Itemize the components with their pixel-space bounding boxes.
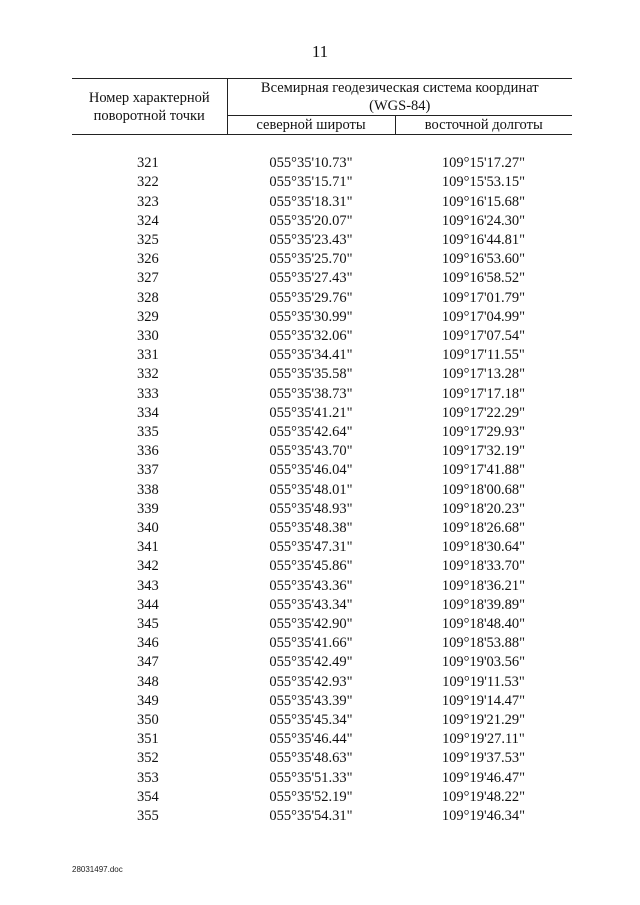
latitude-cell: 055°35'48.01" [269, 481, 353, 498]
table-row [72, 327, 572, 346]
point-number-cell: 349 [137, 692, 159, 709]
point-number-cell: 326 [137, 251, 159, 268]
longitude-cell: 109°16'58.52" [441, 270, 526, 287]
longitude-cell: 109°18'39.89" [441, 596, 526, 613]
table-row [72, 308, 572, 327]
header-system-subtitle: (WGS-84) [369, 98, 431, 114]
point-number-cell: 327 [137, 270, 159, 287]
longitude-cell: 109°17'04.99" [441, 308, 526, 325]
table-row [72, 673, 572, 692]
point-number-cell: 339 [137, 500, 159, 517]
longitude-cell: 109°19'46.47" [441, 769, 526, 786]
longitude-cell: 109°18'36.21" [441, 577, 526, 594]
table-body [72, 135, 572, 827]
table-row [72, 807, 572, 826]
longitude-cell: 109°16'15.68" [441, 193, 526, 210]
table-row [72, 193, 572, 212]
latitude-cell: 055°35'48.93" [269, 500, 353, 517]
point-number-cell: 350 [137, 712, 159, 729]
longitude-cell: 109°18'26.68" [441, 520, 526, 537]
longitude-cell: 109°17'17.18" [441, 385, 526, 402]
longitude-cell: 109°17'13.28" [441, 366, 526, 383]
latitude-cell: 055°35'43.70" [269, 443, 353, 460]
table-row [72, 423, 572, 442]
table-row [72, 346, 572, 365]
longitude-cell: 109°19'03.56" [441, 654, 526, 671]
longitude-cell: 109°19'27.11" [442, 731, 525, 748]
spacer-row [72, 135, 572, 155]
latitude-cell: 055°35'41.21" [269, 404, 353, 421]
latitude-cell: 055°35'34.41" [269, 347, 353, 364]
latitude-cell: 055°35'46.04" [269, 462, 353, 479]
latitude-cell: 055°35'52.19" [269, 788, 353, 805]
table-row [72, 538, 572, 557]
latitude-cell: 055°35'42.93" [269, 673, 353, 690]
table-row [72, 365, 572, 384]
coordinates-table [72, 78, 572, 826]
longitude-cell: 109°18'53.88" [441, 635, 526, 652]
latitude-cell: 055°35'15.71" [269, 174, 353, 191]
header-latitude: северной широты [227, 116, 395, 135]
latitude-cell: 055°35'38.73" [269, 385, 353, 402]
longitude-cell: 109°17'07.54" [441, 328, 526, 345]
point-number-cell: 340 [137, 520, 159, 537]
point-number-cell: 323 [137, 193, 159, 210]
table-row [72, 250, 572, 269]
latitude-cell: 055°35'30.99" [269, 308, 353, 325]
point-number-cell: 354 [137, 788, 159, 805]
table-row [72, 269, 572, 288]
table-row [72, 212, 572, 231]
table-row [72, 788, 572, 807]
header-longitude: восточной долготы [395, 116, 572, 135]
point-number-cell: 328 [137, 289, 159, 306]
longitude-cell: 109°16'24.30" [441, 212, 526, 229]
header-system-title: Всемирная геодезическая система координат [260, 80, 539, 96]
table-row [72, 385, 572, 404]
latitude-cell: 055°35'10.73" [269, 155, 353, 172]
table-row [72, 577, 572, 596]
latitude-cell: 055°35'43.39" [269, 692, 353, 709]
longitude-cell: 109°17'32.19" [441, 443, 526, 460]
longitude-cell: 109°18'20.23" [441, 500, 526, 517]
point-number-cell: 321 [137, 155, 159, 172]
longitude-cell: 109°16'53.60" [441, 251, 526, 268]
point-number-cell: 345 [137, 616, 159, 633]
point-number-cell: 332 [137, 366, 159, 383]
table-row [72, 749, 572, 768]
latitude-cell: 055°35'43.34" [269, 596, 353, 613]
point-number-cell: 347 [137, 654, 159, 671]
point-number-cell: 325 [137, 232, 159, 248]
latitude-cell: 055°35'54.31" [269, 808, 353, 825]
table-row [72, 711, 572, 730]
point-number-cell: 329 [137, 308, 159, 325]
table-row [72, 653, 572, 672]
table-row [72, 500, 572, 519]
table-row [72, 519, 572, 538]
longitude-cell: 109°19'46.34" [441, 808, 526, 825]
latitude-cell: 055°35'45.86" [269, 558, 353, 575]
point-number-cell: 337 [137, 462, 159, 479]
point-number-cell: 335 [137, 424, 159, 441]
latitude-cell: 055°35'48.38" [269, 520, 353, 537]
latitude-cell: 055°35'45.34" [269, 712, 353, 729]
point-number-cell: 352 [137, 750, 159, 767]
longitude-cell: 109°15'53.15" [441, 174, 526, 191]
longitude-cell: 109°17'01.79" [441, 289, 526, 306]
table-row [72, 557, 572, 576]
page-number: 11 [311, 42, 329, 61]
point-number-cell: 338 [137, 481, 159, 498]
longitude-cell: 109°15'17.27" [441, 155, 526, 172]
table-row [72, 154, 572, 173]
latitude-cell: 055°35'23.43" [269, 232, 353, 248]
point-number-cell: 353 [137, 769, 159, 786]
point-number-cell: 348 [137, 673, 159, 690]
point-number-cell: 322 [137, 174, 159, 191]
longitude-cell: 109°17'22.29" [441, 404, 526, 421]
latitude-cell: 055°35'51.33" [269, 769, 353, 786]
point-number-cell: 344 [137, 596, 159, 613]
longitude-cell: 109°18'48.40" [441, 616, 526, 633]
longitude-cell: 109°17'29.93" [441, 424, 526, 441]
latitude-cell: 055°35'27.43" [269, 270, 353, 287]
table-row [72, 615, 572, 634]
point-number-cell: 331 [137, 347, 159, 364]
table-row [72, 442, 572, 461]
point-number-cell: 351 [137, 731, 159, 748]
point-number-cell: 346 [137, 635, 159, 652]
latitude-cell: 055°35'32.06" [269, 328, 353, 345]
longitude-cell: 109°17'41.88" [441, 462, 526, 479]
point-number-cell: 333 [137, 385, 159, 402]
longitude-cell: 109°19'37.53" [441, 750, 526, 767]
point-number-cell: 330 [137, 328, 159, 345]
point-number-cell: 355 [137, 808, 159, 825]
longitude-cell: 109°19'48.22" [441, 788, 526, 805]
longitude-cell: 109°19'21.29" [441, 712, 526, 729]
latitude-cell: 055°35'48.63" [269, 750, 353, 767]
latitude-cell: 055°35'18.31" [269, 193, 353, 210]
longitude-cell: 109°17'11.55" [442, 347, 525, 364]
table-row [72, 769, 572, 788]
latitude-cell: 055°35'47.31" [269, 539, 353, 556]
longitude-cell: 109°18'30.64" [441, 539, 526, 556]
latitude-cell: 055°35'42.49" [269, 654, 353, 671]
latitude-cell: 055°35'42.64" [269, 424, 353, 441]
table-row [72, 231, 572, 250]
longitude-cell: 109°16'44.81" [441, 232, 526, 248]
latitude-cell: 055°35'46.44" [269, 731, 353, 748]
latitude-cell: 055°35'35.58" [269, 366, 353, 383]
header-point-number: Номер характерной поворотной точки [72, 79, 227, 135]
footer-file-name: 28031497.doc [72, 865, 123, 874]
latitude-cell: 055°35'20.07" [269, 212, 353, 229]
table-row [72, 404, 572, 423]
table-row [72, 596, 572, 615]
table-row [72, 461, 572, 480]
longitude-cell: 109°18'00.68" [441, 481, 526, 498]
latitude-cell: 055°35'42.90" [269, 616, 353, 633]
point-number-cell: 342 [137, 558, 159, 575]
latitude-cell: 055°35'43.36" [269, 577, 353, 594]
longitude-cell: 109°19'14.47" [441, 692, 526, 709]
latitude-cell: 055°35'41.66" [269, 635, 353, 652]
table-row [72, 730, 572, 749]
point-number-cell: 343 [137, 577, 159, 594]
point-number-cell: 334 [137, 404, 159, 421]
latitude-cell: 055°35'29.76" [269, 289, 353, 306]
latitude-cell: 055°35'25.70" [269, 251, 353, 268]
table-row [72, 692, 572, 711]
longitude-cell: 109°19'11.53" [442, 673, 525, 690]
table-row [72, 289, 572, 308]
point-number-cell: 341 [137, 539, 159, 556]
table-row [72, 634, 572, 653]
point-number-cell: 336 [137, 443, 159, 460]
table-row [72, 173, 572, 192]
header-coordinate-system [227, 79, 572, 116]
table-row [72, 481, 572, 500]
longitude-cell: 109°18'33.70" [441, 558, 526, 575]
point-number-cell: 324 [137, 212, 159, 229]
